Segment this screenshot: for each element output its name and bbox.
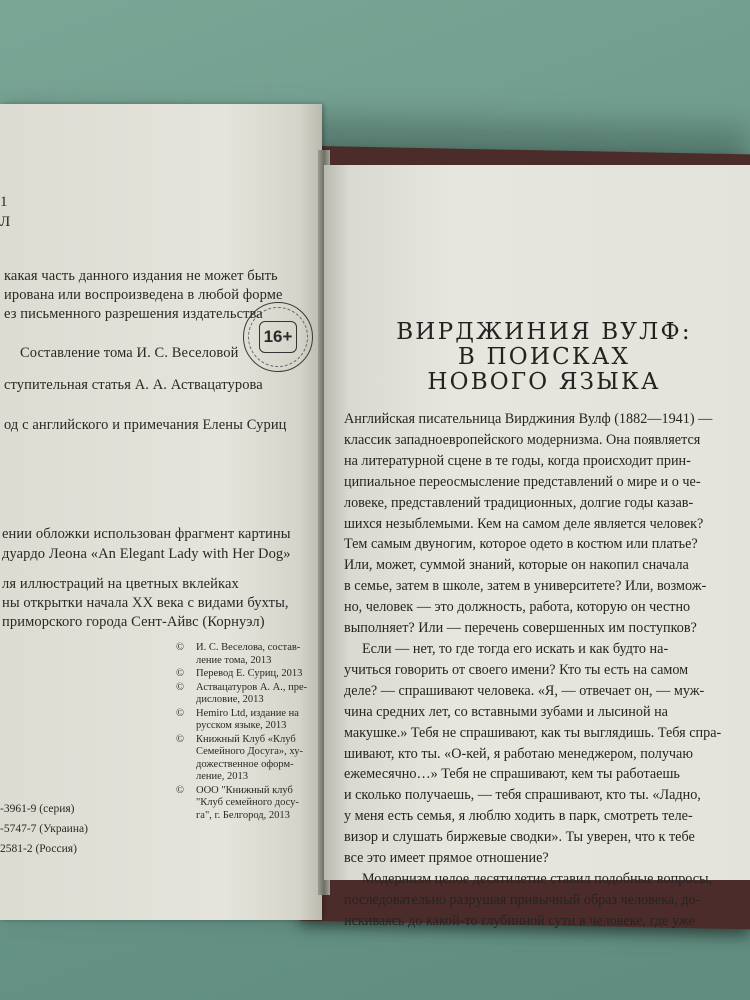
text-line: шивают, кто ты. «О-кей, я работаю менеджером, получаю [344, 745, 693, 762]
copyright-symbol: © [176, 707, 184, 719]
illustration-note-line: ля иллюстраций на цветных вклейках [2, 576, 239, 592]
credit-line: од с английского и примечания Елены Суриц [4, 417, 287, 433]
text-line: учиться говорить от своего имени? Кто ты есть на самом [344, 661, 689, 678]
paragraph [344, 869, 736, 932]
copyright-symbol: © [176, 733, 184, 745]
text-line: ловеке, представлений традиционных, долгие годы казав- [344, 494, 694, 511]
text-line: ежемесячно…» Тебя не спрашивают, кем ты работаешь [344, 766, 680, 783]
rights-line: ирована или воспроизведена в любой форме [4, 287, 283, 303]
copyright-text: ООО "Книжный клуб "Клуб семейного досу- га", г. Белгород, 2013 [196, 784, 299, 821]
copyright-item [176, 708, 316, 733]
cover-note-line: дуардо Леона «An Elegant Lady with Her Dog» [2, 546, 291, 562]
copyright-text: Перевод Е. Суриц, 2013 [196, 668, 303, 679]
text-line: макушке.» Тебя не спрашивают, как ты выглядишь. Тебя спра- [344, 724, 722, 741]
isbn-line: -5747-7 (Украина) [0, 823, 88, 835]
cover-note-line: ении обложки использован фрагмент картины [2, 526, 291, 542]
copyright-symbol: © [176, 642, 184, 653]
copyright-item [176, 682, 316, 707]
copyright-symbol: © [176, 668, 184, 679]
rights-line: ез письменного разрешения издательства [4, 306, 263, 322]
copyright-symbol: © [176, 681, 184, 693]
text-line: выполняет? Или — перечень совершенных им поступков? [344, 620, 697, 637]
isbn-line: 2581-2 (Россия) [0, 843, 77, 855]
age-rating-label: 16+ [259, 321, 297, 353]
copyright-text: Книжный Клуб «Клуб Семейного Досуга», ху- дожественное оформ- ление, 2013 [196, 733, 304, 782]
chapter-title-line: ВИРДЖИНИЯ ВУЛФ: [396, 319, 692, 345]
paragraph [344, 639, 736, 869]
text-line: классик западноевропейского модернизма. Она появляется [344, 431, 701, 448]
text-line: в семье, затем в школе, затем в университете? Или, возмож- [344, 578, 707, 595]
text-line: последовательно разрушая привычный образ человека, до- [344, 891, 701, 908]
text-line: чина средних лет, со вставными зубами и лысиной на [344, 703, 668, 720]
left-page [0, 104, 322, 920]
isbn-line: -3961-9 (серия) [0, 803, 75, 815]
rights-line: какая часть данного издания не может быть [4, 268, 278, 284]
text-line: Модернизм целое десятилетие ставил подобные вопросы, [362, 870, 713, 887]
text-line: визор и слушать биржевые сводки». Ты уверен, что к тебе [344, 829, 695, 846]
text-line: но, человек — это должность, работа, которую он честно [344, 599, 691, 616]
text-line: деле? — спрашивают человека. «Я, — отвечает он, — муж- [344, 682, 705, 699]
text-line: шихся незыблемыми. Кем на самом деле является человек? [344, 515, 704, 532]
copyright-item [176, 785, 316, 823]
chapter-body [344, 409, 736, 932]
credit-line: ступительная статья А. А. Аствацатурова [4, 377, 263, 393]
text-line: Английская писательница Вирджиния Вулф (1882—1941) — [344, 411, 713, 427]
text-line: искиваясь до какой-то глубинной сути в человеке, где уже [344, 912, 695, 929]
text-line: на литературной сцене в те годы, когда происходит прин- [344, 452, 691, 469]
copyright-text: Аствацатуров А. А., пре- дисловие, 2013 [196, 681, 308, 705]
chapter-title-line: В ПОИСКАХ [457, 344, 631, 370]
copyright-block [176, 642, 316, 823]
credit-line: Составление тома И. С. Веселовой [20, 345, 239, 361]
text-line: Если — нет, то где тогда его искать и как будто на- [362, 640, 669, 657]
text-line: ципиальное переосмысление представлений о мире и о че- [344, 473, 701, 490]
copyright-item [176, 668, 316, 681]
text-line: и сколько получаешь, — тебя спрашивают, кто ты. «Ладно, [344, 787, 701, 804]
copyright-item [176, 642, 316, 667]
right-page [324, 165, 750, 929]
text-line: Или, может, суммой знаний, которые он накопил сначала [344, 557, 689, 574]
copyright-symbol: © [176, 784, 184, 796]
illustration-note-line: ны открытки начала XX века с видами бухты, [2, 595, 289, 611]
paragraph [344, 409, 736, 639]
copyright-text: И. С. Веселова, состав- ление тома, 2013 [196, 642, 301, 666]
copyright-item [176, 734, 316, 784]
text-line: у меня есть семья, я люблю ходить в парк, смотреть теле- [344, 808, 693, 825]
text-line: все это имеет прямое отношение? [344, 850, 549, 867]
illustration-note-line: приморского города Сент-Айвс (Корнуэл) [2, 614, 265, 630]
top-mark: 1 [0, 194, 8, 210]
top-mark: Л [0, 214, 11, 230]
chapter-title-line: НОВОГО ЯЗЫКА [427, 369, 661, 395]
copyright-text: Hemiro Ltd, издание на русском языке, 2013 [196, 707, 299, 731]
text-line: Тем самым двуногим, которое одето в костюм или платье? [344, 536, 698, 553]
